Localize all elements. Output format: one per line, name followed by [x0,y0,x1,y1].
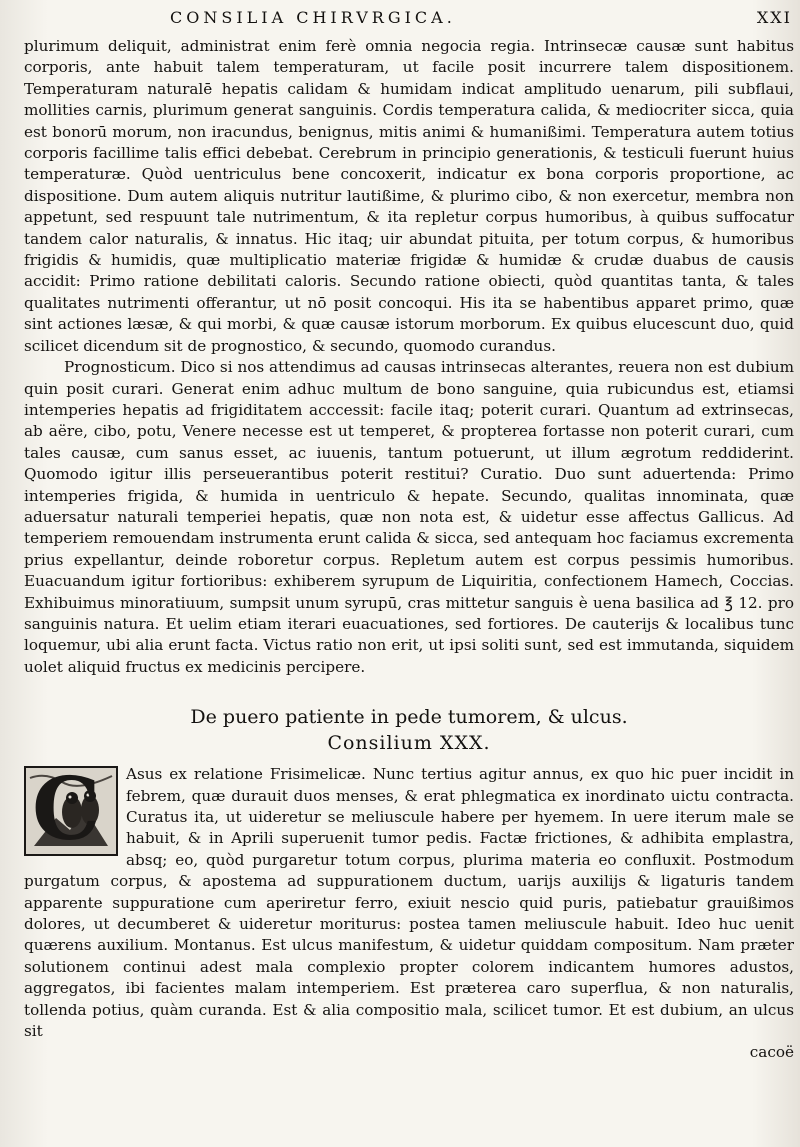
body-text [24,36,794,1064]
section-heading: De puero patiente in pede tumorem, & ulcus. [190,706,628,729]
consilium-paragraph: Asus ex relatione Frisimelicæ. Nunc tertius agitur annus, ex quo hic puer incidit in febrem, quæ durauit duos menses, & erat phlegmatica ex inordinato uictu contracta. Curatus ita, ut uideretur se meliuscule habere per hyemem. In uere iterum male se habuit, & in Aprili superuenit tumor pedis. Factæ frictiones, & adhibita emplastra, absq; eo, quòd purgaretur totum corpus, plurima materia eo confluxit. Postmodum purgatum corpus, & apostema ad suppurationem ductum, uarijs auxilijs & ligaturis tandem apparente suppuratione cum aperiretur ferro, exiuit nescio quid puris, patiebatur grauißimos dolores, ut decumberet & uideretur moriturus: postea tamen meliuscule habuit. Ideo huc uenit quærens auxilium. Montanus. Est ulcus manifestum, & uidetur quiddam compositum. Nam præter solutionem continui adest mala complexio propter colorem indicantem humores adustos, aggregatos, ibi facientes malam intemperiem. Est præterea caro superflua, & non naturalis, tollenda potius, quàm curanda. Est & alia compositio mala, scilicet tumor. Et est dubium, an ulcus sit [24,765,794,1041]
page-number: XXI [756,8,792,27]
paragraph: Prognosticum. Dico si nos attendimus ad causas intrinsecas alterantes, reuera non est dubium quin posit curari. Generat enim adhuc multum de bono sanguine, quia rubicundus est, etiamsi intemperies hepatis ad frigiditatem acccessit: facile itaq; poterit curari. Quantum ad extrinsecas, ab aëre, cibo, potu, Venere necesse est ut temperet, & propterea fortasse non poterit curari, cum tales causæ, cum sanus esset, ac iuuenis, tantum potuerunt, ut illum ægrotum reddiderint. Quomodo igitur illis perseuerantibus poterit restitui? Curatio. Duo sunt aduertenda: Primo intemperies frigida, & humida in uentriculo & hepate. Secundo, qualitas innominata, quæ aduersatur naturali temperiei hepatis, quæ non nota est, & uidetur esse affectus Gallicus. Ad temperiem remouendam instrumenta erunt calida & sicca, sed antequam hoc faciamus excrementa prius expellantur, deinde roboretur corpus. Repletum autem est corpus pessimis humoribus. Euacuandum igitur fortioribus: exhiberem syrupum de Liquiritia, confectionem Hamech, Coccias. Exhibuimus minoratiuum, sumpsit unum syrupū, cras mittetur sanguis è uena basilica ad ℥ 12. pro sanguinis natura. Et uelim etiam iterari euacuationes, sed fortiores. De cauterijs & localibus tunc loquemur, ubi alia erunt facta. Victus ratio non erit, ut ipsi soliti sunt, sed est immutanda, siquidem uolet aliquid fructus ex medicinis percipere. [24,358,794,676]
initial-letter: C [32,764,101,861]
running-title: CONSILIA CHIRVRGICA. [170,8,456,27]
consilium-section [24,764,794,1042]
paragraph: plurimum deliquit, administrat enim ferè omnia negocia regia. Intrinsecæ causæ sunt habitus corporis, ante habuit talem temperaturam, ut facile posit incurrere talem dispositionem. Temperaturam naturalē hepatis calidam & humidam indicat amplitudo uenarum, pili subflaui, mollities carnis, plurimum generat sanguinis. Cordis temperatura calida, & mediocriter sicca, quia est bonorū morum, non iracundus, benignus, mitis animi & humanißimi. Temperatura autem totius corporis facillime talis effici debebat. Cerebrum in principio generationis, & testiculi fuerunt huius temperaturæ. Quòd uentriculus bene concoxerit, indicatur ex bona corporis proportione, ac dispositione. Dum autem aliquis nutritur lautißime, & plurimo cibo, & non exercetur, membra non appetunt, sed respuunt tale nutrimentum, & ita repletur corpus humoribus, à quibus suffocatur tandem calor naturalis, & innatus. Hic itaq; uir abundat pituita, per totum corpus, & humoribus frigidis & humidis, quæ multiplicatio materiæ frigidæ & humidæ & crudæ duabus de causis accidit: Primo ratione debilitati caloris. Secundo ratione obiecti, quòd quantitas tanta, & tales qualitates nutrimenti offerantur, ut nō posit concoqui. His ita se habentibus apparet primo, quæ sint actiones læsæ, & qui morbi, & quæ causæ istorum morborum. Ex quibus elucescunt duo, quid scilicet dicendum sit de prognostico, & secundo, quomodo curandus. [24,37,794,355]
catchword: cacoë [749,1043,794,1062]
consilium-title: Consilium XXX. [327,732,491,755]
running-head [0,8,800,32]
decorated-initial [24,764,118,861]
